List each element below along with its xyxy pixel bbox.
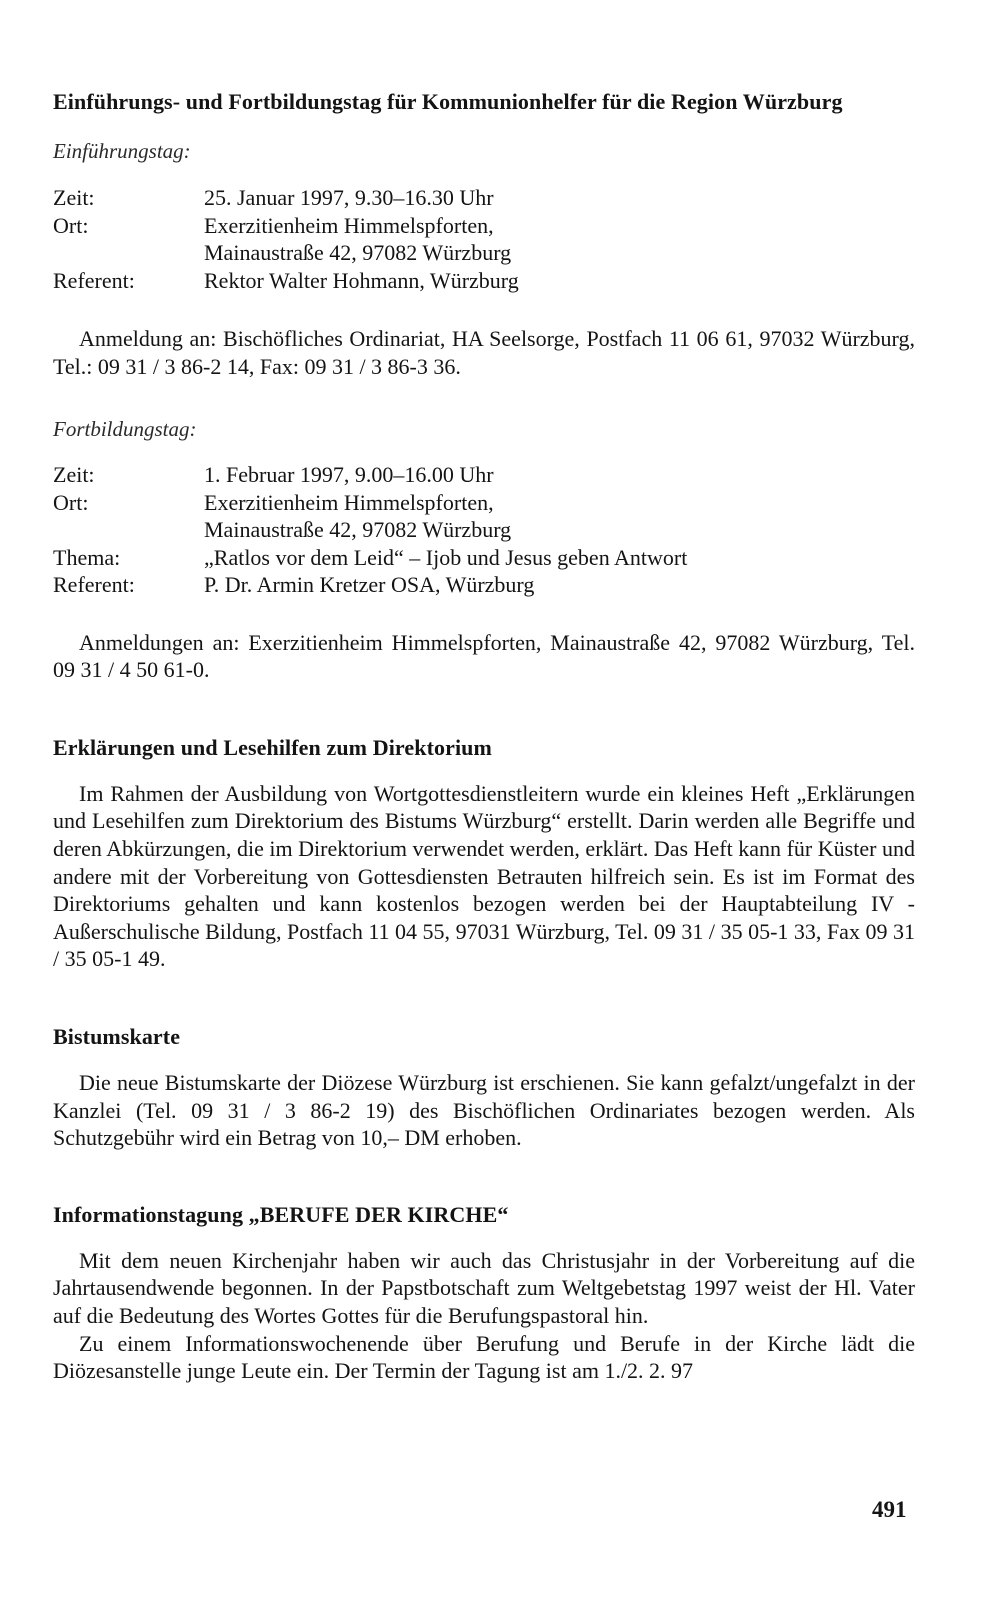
body-paragraph: Die neue Bistumskarte der Diözese Würzburg ist erschienen. Sie kann gefalzt/ungefalzt in der Kanzlei (Tel. 09 31 / 3 86-2 19) des Bischöflichen Ordinariates bezogen werden. Als Schutzgebühr wird ein Betrag von 10,– DM erhoben. xyxy=(53,1070,915,1151)
detail-row xyxy=(53,184,915,212)
detail-label xyxy=(53,239,204,267)
body-paragraph: Mit dem neuen Kirchenjahr haben wir auch das Christusjahr in der Vorbereitung auf die Jahrtausendwende begonnen. In der Papstbotschaft zum Weltgebetstag 1997 weist der Hl. Vater auf die Bedeutung des Wortes Gottes für die Berufungspastoral hin. xyxy=(53,1247,915,1328)
section-title-berufe-der-kirche: Informationstagung „BERUFE DER KIRCHE“ xyxy=(53,1201,509,1227)
subheading-einfuehrungstag: Einführungstag: xyxy=(53,139,191,163)
training-day-details xyxy=(53,461,915,599)
detail-label: Ort: xyxy=(53,489,89,515)
detail-row xyxy=(53,267,915,295)
detail-value: Exerzitienheim Himmelspforten, xyxy=(204,489,494,515)
body-paragraph: Im Rahmen der Ausbildung von Wortgottesdienstleitern wurde ein kleines Heft „Erklärungen und Lesehilfen zum Direktorium des Bistums Würzburg“ erstellt. Darin werden alle Begriffe und deren Abkürzungen, die im Direktorium verwendet werden, erklärt. Das Heft kann für Küster und andere mit der Vorbereitung von Gottesdiensten Betrauten hilfreich sein. Es ist im Format des Direktoriums gehalten und kann kostenlos bezogen werden bei der Hauptabteilung IV - Außerschulische Bildung, Postfach 11 04 55, 97031 Würzburg, Tel. 09 31 / 35 05-1 33, Fax 09 31 / 35 05-1 49. xyxy=(53,780,915,972)
detail-label: Zeit: xyxy=(53,185,95,210)
detail-row xyxy=(53,239,915,267)
detail-value: 25. Januar 1997, 9.30–16.30 Uhr xyxy=(204,185,494,210)
detail-label: Zeit: xyxy=(53,462,95,488)
detail-value: „Ratlos vor dem Leid“ – Ijob und Jesus geben Antwort xyxy=(204,544,688,570)
section-title-kommunionhelfer: Einführungs- und Fortbildungstag für Kommunionhelfer für die Region Würzburg xyxy=(53,89,843,114)
intro-day-details xyxy=(53,184,915,294)
detail-label: Thema: xyxy=(53,544,121,570)
detail-value: Exerzitienheim Himmelspforten, xyxy=(204,212,494,238)
page-number: 491 xyxy=(872,1497,907,1522)
registration-paragraph: Anmeldung an: Bischöfliches Ordinariat, HA Seelsorge, Postfach 11 06 61, 97032 Würzburg, Tel.: 09 31 / 3 86-2 14, Fax: 09 31 / 3 86-3 36. xyxy=(53,326,915,379)
section-title-bistumskarte: Bistumskarte xyxy=(53,1024,181,1050)
detail-label: Referent: xyxy=(53,267,135,293)
detail-row xyxy=(53,571,915,599)
detail-row xyxy=(53,544,915,572)
detail-value: Mainaustraße 42, 97082 Würzburg xyxy=(204,240,512,265)
registration-paragraph: Anmeldungen an: Exerzitienheim Himmelspforten, Mainaustraße 42, 97082 Würzburg, Tel. 09 31 / 4 50 61-0. xyxy=(53,629,915,683)
detail-row xyxy=(53,516,915,544)
detail-label: Referent: xyxy=(53,572,135,598)
detail-value: P. Dr. Armin Kretzer OSA, Würzburg xyxy=(204,572,535,598)
detail-value: Rektor Walter Hohmann, Würzburg xyxy=(204,267,519,293)
body-paragraph: Zu einem Informationswochenende über Berufung und Berufe in der Kirche lädt die Diözesanstelle junge Leute ein. Der Termin der Tagung ist am 1./2. 2. 97 xyxy=(53,1330,915,1384)
document-page xyxy=(53,88,915,1385)
detail-value: Mainaustraße 42, 97082 Würzburg xyxy=(204,517,512,543)
section-title-direktorium: Erklärungen und Lesehilfen zum Direktorium xyxy=(53,734,492,760)
detail-label: Ort: xyxy=(53,212,89,238)
detail-row xyxy=(53,212,915,240)
subheading-fortbildungstag: Fortbildungstag: xyxy=(53,417,197,442)
detail-label xyxy=(53,516,204,544)
detail-row xyxy=(53,489,915,517)
detail-row xyxy=(53,461,915,489)
detail-value: 1. Februar 1997, 9.00–16.00 Uhr xyxy=(204,462,494,488)
